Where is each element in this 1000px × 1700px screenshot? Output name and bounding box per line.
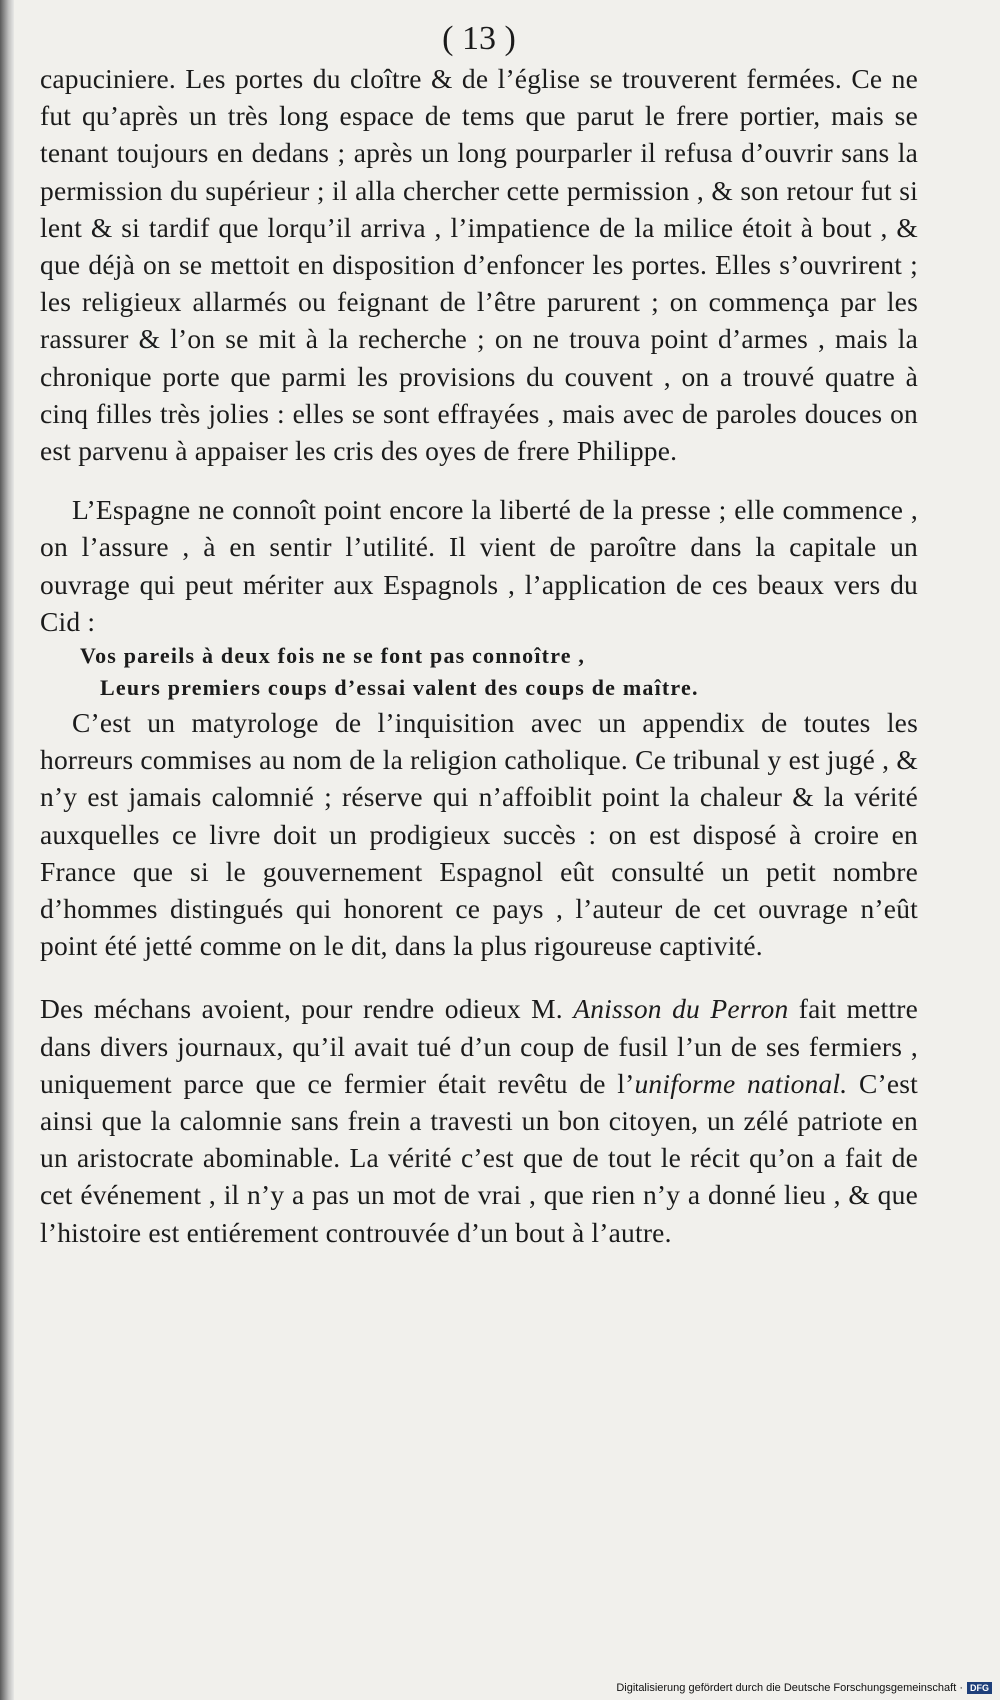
page-number: ( 13 ): [442, 20, 516, 57]
paragraph-inquisition: C’est un matyrologe de l’inquisition avec un appendix de toutes les horreurs commises au nom de la religion catholique. Ce tribunal y est jugé , & n’y est jamais calomnié ; réserve qui n’affoiblit point la chaleur & la vérité auxquelles ce livre doit un prodigieux succès : on est disposé à croire en France que si le gouvernement Espagnol eût consulté un petit nombre d’hommes distingués qui honorent ce pays , l’auteur de cet ouvrage n’eût point été jetté comme on le dit, dans la plus rigoureuse captivité.: [40, 707, 918, 962]
p4-mid: fait mettre dans divers journaux, qu’il avait tué d’un coup de fusil l’un de ses fermiers , uniquement parce que ce fermier était revêtu de l’: [40, 993, 918, 1099]
person-name-italic: Anisson du Perron: [573, 993, 789, 1025]
paragraph-espagne: L’Espagne ne connoît point encore la liberté de la presse ; elle commence , on l’assure , à en sentir l’utilité. Il vient de paroître dans la capitale un ouvrage qui peut mériter aux Espagnols , l’application de ces beaux vers du Cid :: [40, 494, 918, 637]
verse-line-1: Vos pareils à deux fois ne se font pas connoître ,: [80, 643, 586, 669]
paragraph-anisson: [40, 990, 918, 1250]
p4-tail: C’est ainsi que la calomnie sans frein a travesti un bon citoyen, un zélé patriote en un aristocrate abominable. La vérité c’est que de tout le récit qu’on a fait de cet événement , il n’y a pas un mot de vrai , que rien n’y a donné lieu , & que l’histoire est entiérement controuvée d’un bout à l’autre.: [40, 1067, 919, 1248]
verse-line-2: Leurs premiers coups d’essai valent des coups de maître.: [100, 675, 699, 701]
book-page: [40, 18, 918, 1251]
footer-credit: Digitalisierung gefördert durch die Deutsche Forschungsgemeinschaft ·: [616, 1682, 963, 1694]
digitization-footer: [616, 1682, 992, 1694]
p4-lead: Des méchans avoient, pour rendre odieux M.: [40, 993, 574, 1025]
uniform-national-italic: uniforme national.: [634, 1067, 848, 1099]
paragraph-capuciniere: capuciniere. Les portes du cloître & de l’église se trouverent fermées. Ce ne fut qu’après un très long espace de tems que parut le frere portier, mais se tenant toujours en dedans ; après un long pourparler il refusa d’ouvrir sans la permission du supérieur ; il alla chercher cette permission , & son retour fut si lent & si tardif que lorqu’il arriva , l’impatience de la milice étoit à bout , & que déjà on se mettoit en disposition d’enfoncer les portes. Elles s’ouvrirent ; les religieux allarmés ou feignant de l’être parurent ; on commença par les rassurer & l’on se mit à la recherche ; on ne trouva point d’armes , mais la chronique porte que parmi les provisions du couvent , on a trouvé quatre à cinq filles très jolies : elles se sont effrayées , mais avec de paroles douces on est parvenu à appaiser les cris des oyes de frere Philippe.: [40, 63, 918, 467]
scan-edge-shadow: [0, 0, 14, 1700]
dfg-logo: DFG: [967, 1682, 992, 1694]
